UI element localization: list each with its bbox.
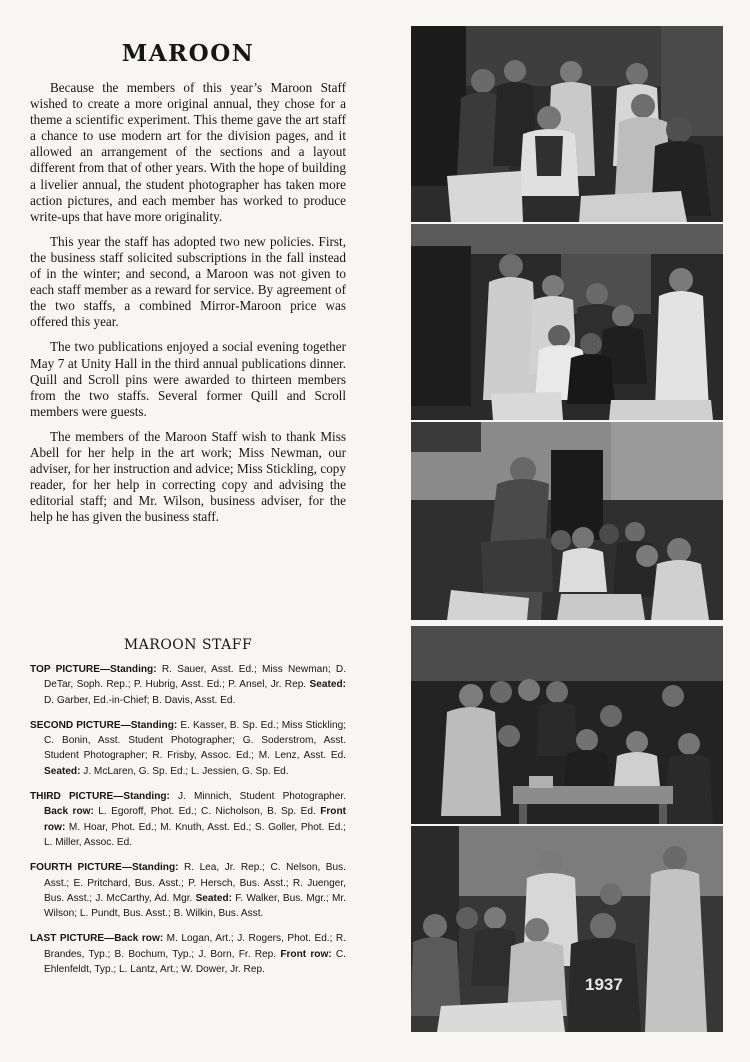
caption-names: E. Kasser, B. Sp. Ed.; Miss Stickling; C. Bonin, Asst. Student Photographer; G. Soderstrom, Asst. Student Photographer; R. Frisby, Assoc. Ed.; M. Lenz, Asst. Ed. [44,719,347,762]
caption-label: THIRD PICTURE—Standing: [30,791,170,803]
caption-label: Seated: [195,892,233,904]
caption-label: FOURTH PICTURE—Standing: [30,862,179,874]
caption-third-picture [30,789,346,850]
caption-names: J. Minnich, Student Photographer. [169,791,346,803]
caption-names: D. Garber, Ed.-in-Chief; B. Davis, Asst. Ed. [44,694,236,706]
paragraph-4: The members of the Maroon Staff wish to thank Miss Abell for her help in the art work; Miss Newman, our adviser, for her instruction and advice; Miss Stickling, copy reader, for her help in correcting copy and advising the editorial staff; and Mr. Wilson, business adviser, for the help he has given the business staff. [30,428,346,525]
caption-fourth-picture [30,860,346,921]
caption-names: L. Egoroff, Phot. Ed.; C. Nicholson, B. Sp. Ed. [93,806,321,818]
caption-last-picture [30,931,346,977]
paragraph-3: The two publications enjoyed a social evening together May 7 at Unity Hall in the third annual publications dinner. Quill and Scroll pins were awarded to thirteen members from the two staffs. Several former Quill and Scroll members were guests. [30,339,346,419]
caption-names: C. Ehlenfeldt, Typ.; L. Lantz, Art.; W. Dower, Jr. Rep. [44,948,346,976]
staff-heading: MAROON STAFF [123,637,253,653]
caption-label: TOP PICTURE—Standing: [30,664,157,675]
second-picture-photo [411,224,723,420]
fourth-picture-photo [411,626,723,824]
staff-captions [30,662,346,987]
paragraph-2: This year the staff has adopted two new policies. First, the business staff solicited subscriptions in the fall instead of in the winter; and second, a Maroon was not given to each staff member as a reward for service. By agreement of the two staffs, a combined Mirror-Maroon price was offered this year. [30,233,346,330]
caption-label: Seated: [309,679,346,691]
caption-names: R. Sauer, Asst. Ed.; Miss Newman; D. DeTar, Soph. Rep.; P. Hubrig, Asst. Ed.; P. Ansel, Jr. Rep. [44,664,347,691]
caption-label: LAST PICTURE—Back row: [30,933,164,945]
caption-names: F. Walker, Bus. Mgr.; Mr. Wilson; L. Pundt, Bus. Asst.; B. Wilkin, Bus. Asst. [44,892,346,920]
caption-label: Back row: [44,806,94,818]
article-body [30,80,346,534]
top-picture-photo [411,26,723,222]
caption-second-picture [30,718,346,779]
caption-names: M. Hoar, Phot. Ed.; M. Knuth, Asst. Ed.; S. Goller, Phot. Ed.; L. Miller, Assoc. Ed. [44,821,346,848]
paragraph-1: Because the members of this year’s Maroon Staff wished to create a more original annual, they chose for a theme a scientific experiment. This theme gave the art staff a chance to use modern art for the division pages, and it allowed an arrangement of the sections and a layout different from that of other years. With the hope of building a livelier annual, the student photographer has taken more action pictures, and each member has worked to produce write-ups that have more originality. [30,80,346,224]
third-picture-photo [411,422,723,620]
caption-label: SECOND PICTURE—Standing: [30,719,178,731]
last-picture-photo [411,826,723,1032]
caption-label: Front row: [44,806,346,833]
sweater-lettering: 1937 [585,975,623,994]
caption-names: J. McLaren, G. Sp. Ed.; L. Jessien, G. Sp. Ed. [80,765,289,777]
caption-label: Seated: [44,765,81,777]
caption-names: R. Lea, Jr. Rep.; C. Nelson, Bus. Asst.; E. Pritchard, Bus. Asst.; P. Hersch, Bus. Asst.; R. Juenger, Bus. Asst.; J. McCarthy, Ad. Mgr. [44,862,346,904]
caption-label: Front row: [280,948,332,960]
caption-names: M. Logan, Art.; J. Rogers, Phot. Ed.; R. Brandes, Typ.; B. Bochum, Typ.; J. Born, Fr. Rep. [44,933,347,960]
caption-top-picture [30,662,346,708]
page-title: MAROON [121,40,255,67]
